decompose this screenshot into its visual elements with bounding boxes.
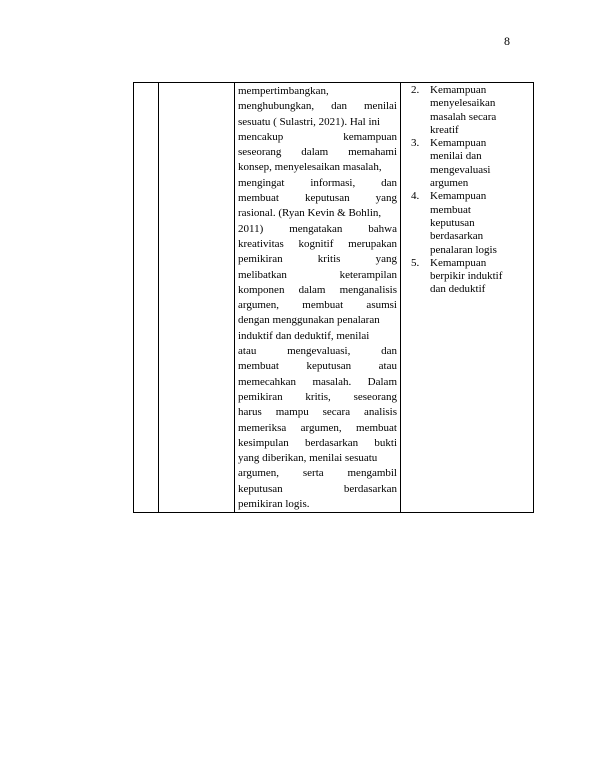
table-cell-indicators bbox=[401, 83, 534, 513]
paragraph-line: induktif dan deduktif, menilai bbox=[238, 329, 370, 342]
table-cell-definition bbox=[235, 83, 401, 513]
paragraph-line: membuat keputusan atau bbox=[238, 360, 397, 373]
paragraph-line: atau mengevaluasi, dan bbox=[238, 345, 397, 358]
paragraph-line: seseorang dalam memahami bbox=[238, 146, 397, 159]
paragraph-line: kesimpulan berdasarkan bukti bbox=[238, 436, 397, 449]
list-item-text: Kemampuan menilai dan mengevaluasi argumen bbox=[430, 137, 491, 190]
page-number: 8 bbox=[504, 34, 510, 48]
table-cell-variable bbox=[159, 83, 235, 513]
paragraph-line: mencakup kemampuan bbox=[238, 130, 397, 143]
paragraph-line: dengan menggunakan penalaran bbox=[238, 314, 380, 327]
list-item-text: Kemampuan menyelesaikan masalah secara kreatif bbox=[430, 84, 497, 136]
paragraph-line: argumen, membuat asumsi bbox=[238, 299, 397, 312]
list-item bbox=[404, 137, 530, 190]
list-item bbox=[404, 257, 530, 297]
table-row bbox=[134, 83, 534, 513]
list-item-number: 2. bbox=[411, 84, 420, 96]
list-item-number: 4. bbox=[411, 190, 420, 203]
paragraph-line: memeriksa argumen, membuat bbox=[238, 421, 397, 434]
paragraph-line: pemikiran logis. bbox=[238, 498, 310, 511]
paragraph-line: membuat keputusan yang bbox=[238, 192, 397, 205]
table-cell-number bbox=[134, 83, 159, 513]
paragraph-line: memecahkan masalah. Dalam bbox=[238, 375, 397, 388]
paragraph-line: pemikiran kritis yang bbox=[238, 253, 397, 266]
definition-paragraph bbox=[238, 84, 397, 512]
paragraph-line: menghubungkan, dan menilai bbox=[238, 100, 397, 113]
list-item-number: 5. bbox=[411, 256, 420, 269]
paragraph-line: komponen dalam menganalisis bbox=[238, 283, 397, 296]
list-item-number: 3. bbox=[411, 137, 420, 150]
paragraph-line: harus mampu secara analisis bbox=[238, 406, 397, 419]
list-item-text: Kemampuan berpikir induktif dan deduktif bbox=[430, 256, 503, 296]
paragraph-line: mengingat informasi, dan bbox=[238, 176, 397, 189]
paragraph-line: sesuatu ( Sulastri, 2021). Hal ini bbox=[238, 115, 381, 128]
paragraph-line: mempertimbangkan, bbox=[238, 85, 329, 97]
list-item-text: Kemampuan membuat keputusan berdasarkan penalaran logis bbox=[430, 190, 497, 256]
paragraph-line: rasional. (Ryan Kevin & Bohlin, bbox=[238, 207, 382, 220]
list-item bbox=[404, 84, 530, 137]
paragraph-line: yang diberikan, menilai sesuatu bbox=[238, 452, 378, 465]
paragraph-line: keputusan berdasarkan bbox=[238, 482, 397, 495]
indicator-list bbox=[404, 84, 530, 297]
paragraph-line: kreativitas kognitif merupakan bbox=[238, 237, 397, 250]
content-table bbox=[133, 82, 534, 513]
paragraph-line: konsep, menyelesaikan masalah, bbox=[238, 161, 382, 174]
paragraph-line: melibatkan keterampilan bbox=[238, 268, 397, 281]
paragraph-line: argumen, serta mengambil bbox=[238, 467, 397, 480]
list-item bbox=[404, 190, 530, 256]
paragraph-line: 2011) mengatakan bahwa bbox=[238, 222, 397, 235]
paragraph-line: pemikiran kritis, seseorang bbox=[238, 390, 397, 403]
